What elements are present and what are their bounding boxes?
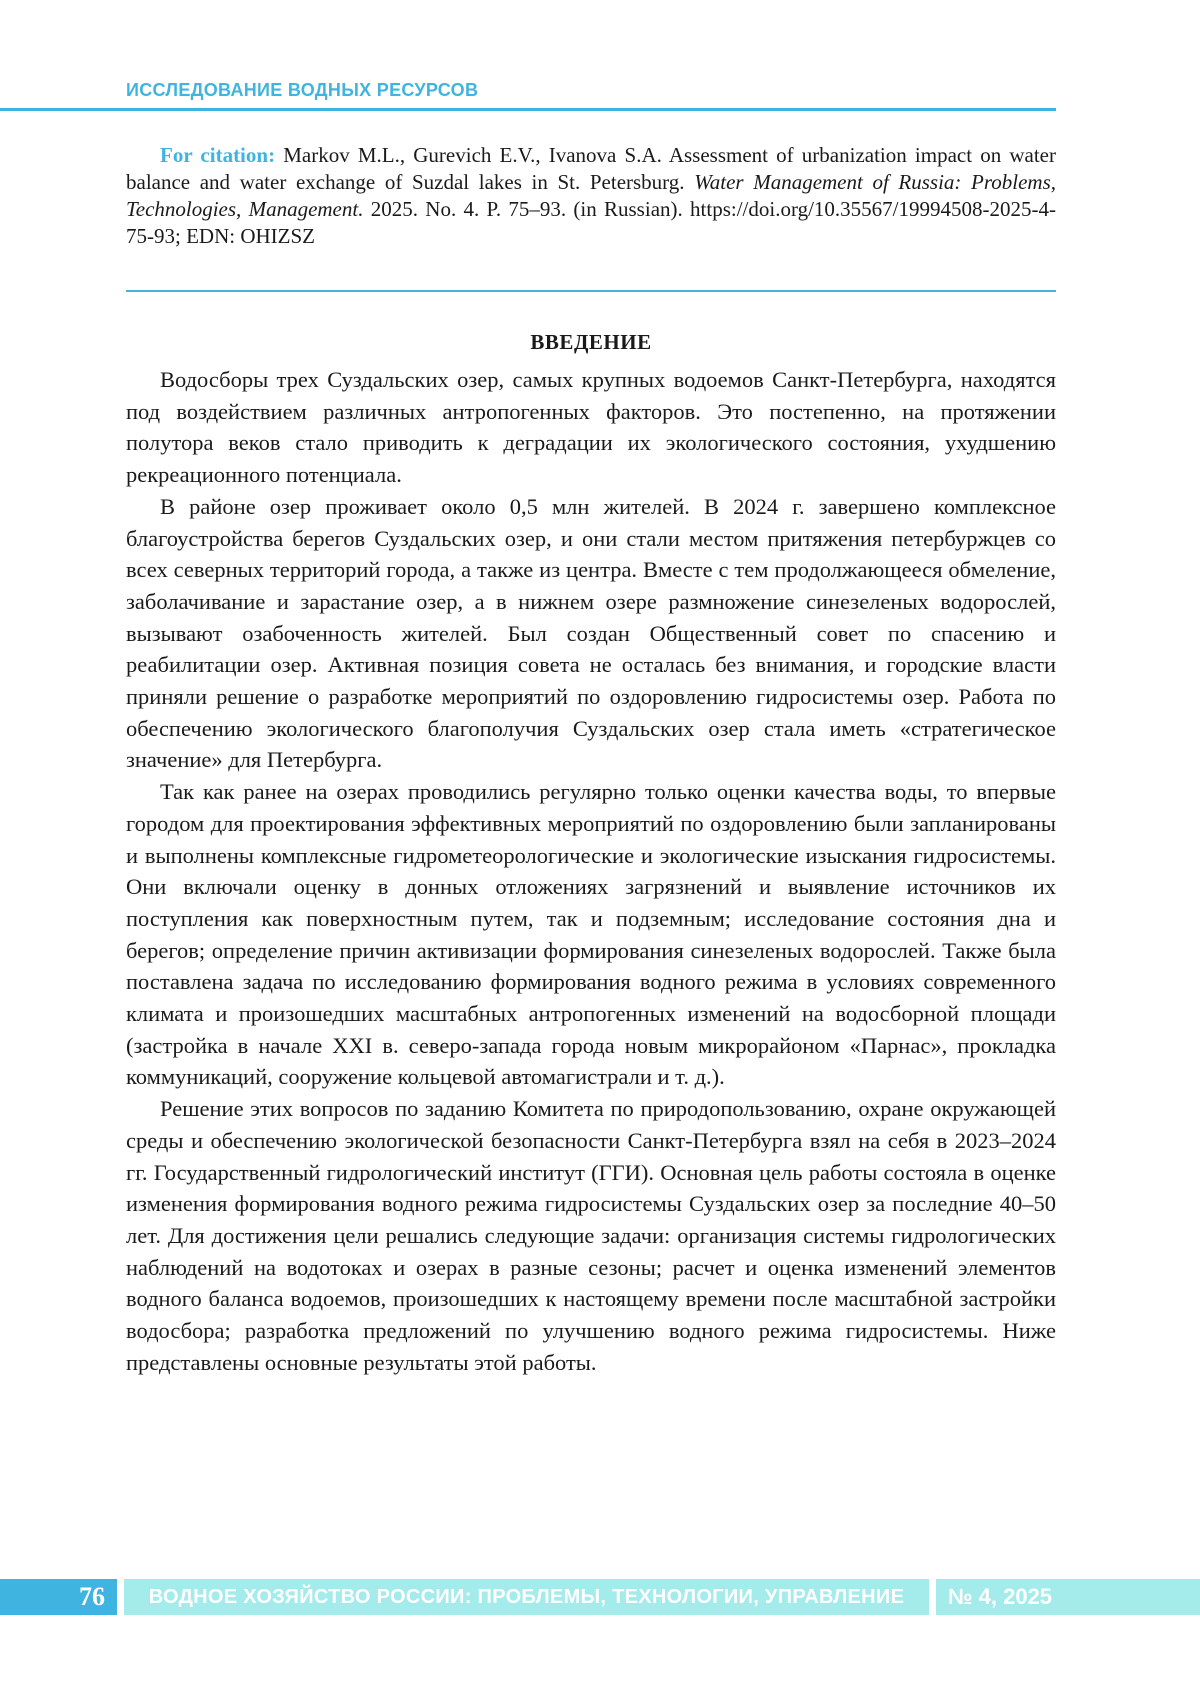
paragraph-3: Так как ранее на озерах проводились регулярно только оценки качества воды, то впервые городом для проектирования эффективных мероприятий по оздоровлению были запланированы и выполнены комплексные гидрометеорологические и экологические изыскания гидросистемы. Они включали оценку в донных отложениях загрязнений и выявление источников их поступления как поверхностным путем, так и подземным; исследование состояния дна и берегов; определение причин активизации формирования синезеленых водорослей. Также была поставлена задача по исследованию формирования водного режима в условиях современного климата и произошедших масштабных антропогенных изменений на водосборной площади (застройка в начале XXI в. северо-запада города новым микрорайоном «Парнас», прокладка коммуникаций, сооружение кольцевой автомагистрали и т. д.). bbox=[126, 779, 1056, 1090]
paragraph-4: Решение этих вопросов по заданию Комитета по природопользованию, охране окружающей среды и обеспечению экологической безопасности Санкт-Петербурга взял на себя в 2023–2024 гг. Государственный гидрологический институт (ГГИ). Основная цель работы состояла в оценке изменения формирования водного режима гидросистемы Суздальских озер за последние 40–50 лет. Для достижения цели решались следующие задачи: организация системы гидрологических наблюдений на водотоках и озерах в разные сезоны; расчет и оценка изменений элементов водного баланса водоемов, произошедших к настоящему времени после масштабной застройки водосбора; разработка предложений по улучшению водного режима гидросистемы. Ниже представлены основные результаты этой работы. bbox=[126, 1096, 1056, 1375]
citation-block bbox=[126, 142, 1056, 250]
body-text bbox=[126, 364, 1056, 1379]
section-title: ВВЕДЕНИЕ bbox=[530, 330, 652, 354]
citation-details: 2025. No. 4. P. 75–93. (in Russian). https://doi.org/10.35567/19994508-2025-4-75-93; EDN: OHIZSZ bbox=[126, 197, 1056, 248]
running-header-title: ИССЛЕДОВАНИЕ ВОДНЫХ РЕСУРСОВ bbox=[126, 80, 479, 100]
section-rule bbox=[126, 290, 1056, 292]
page-number: 76 bbox=[0, 1579, 117, 1615]
footer-issue: № 4, 2025 bbox=[936, 1579, 1200, 1615]
citation-authors-title: Markov M.L., Gurevich E.V., Ivanova S.A. Assessment of urbanization impact on water balance and water exchange of Suzdal lakes in St. Petersburg. bbox=[126, 143, 1056, 194]
citation-journal: Water Management of Russia: Problems, Technologies, Management. bbox=[126, 170, 1057, 221]
paragraph-2: В районе озер проживает около 0,5 млн жителей. В 2024 г. завершено комплексное благоустройства берегов Суздальских озер, и они стали местом притяжения петербуржцев со всех северных территорий города, а также из центра. Вместе с тем продолжающееся обмеление, заболачивание и зарастание озер, а в нижнем озере размножение синезеленых водорослей, вызывают озабоченность жителей. Был создан Общественный совет по спасению и реабилитации озер. Активная позиция совета не осталась без внимания, и городские власти приняли решение о разработке мероприятий по оздоровлению гидросистемы озер. Работа по обеспечению экологического благополучия Суздальских озер стала иметь «стратегическое значение» для Петербурга. bbox=[126, 493, 1056, 773]
paragraph-1: Водосборы трех Суздальских озер, самых крупных водоемов Санкт-Петербурга, находятся под воздействием различных антропогенных факторов. Это постепенно, на протяжении полутора веков стало приводить к деградации их экологического состояния, ухудшению рекреационного потенциала. bbox=[126, 367, 1056, 488]
citation-label: For citation: bbox=[160, 143, 276, 167]
footer-journal-title: ВОДНОЕ ХОЗЯЙСТВО РОССИИ: ПРОБЛЕМЫ, ТЕХНОЛОГИИ, УПРАВЛЕНИЕ bbox=[124, 1579, 929, 1615]
header-rule bbox=[0, 108, 1056, 111]
